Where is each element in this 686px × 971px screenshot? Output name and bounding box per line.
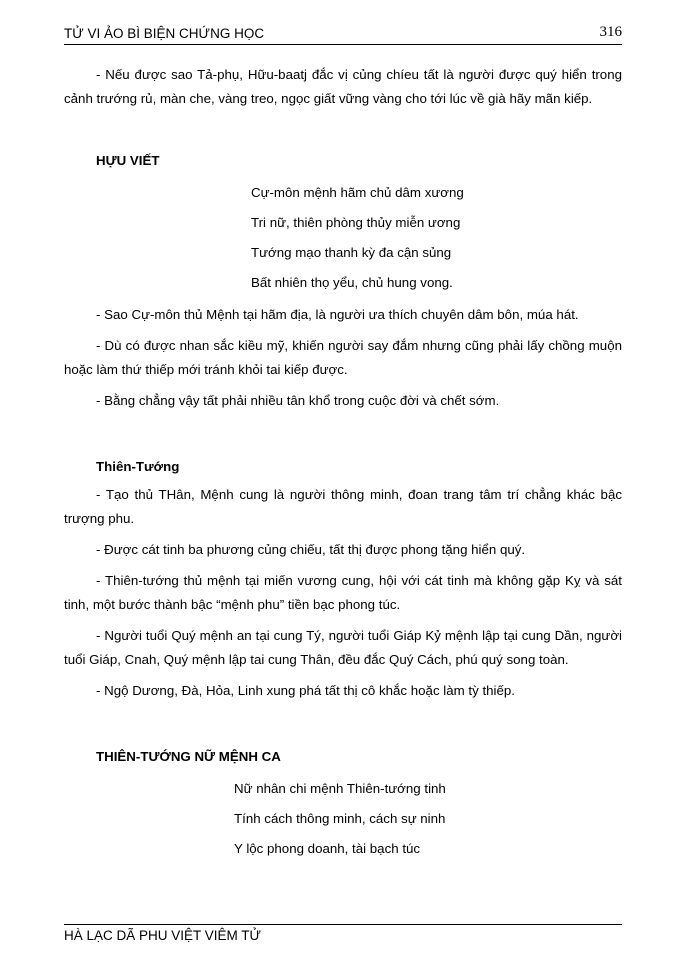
paragraph: - Bằng chẳng vậy tất phải nhiều tân khổ trong cuộc đời và chết sớm. bbox=[96, 393, 500, 408]
poem-line: Cự-môn mệnh hãm chủ dâm xương bbox=[251, 185, 464, 200]
footer-author: HÀ LẠC DÃ PHU VIỆT VIÊM TỬ bbox=[64, 928, 262, 943]
poem-line: Tướng mạo thanh kỳ đa cận sủng bbox=[251, 245, 452, 260]
page-footer bbox=[64, 924, 622, 943]
paragraph: - Thiên-tướng thủ mệnh tại miến vương cung, hội với cát tinh mà không gặp Kỵ và sát tinh, một bước thành bậc “mệnh phu” tiền bạc phong túc. bbox=[64, 573, 622, 612]
page-content bbox=[64, 63, 622, 869]
poem-line: Y lộc phong doanh, tài bạch túc bbox=[234, 841, 421, 856]
section-heading-huu-viet: HỰU VIẾT bbox=[96, 153, 160, 168]
paragraph: - Được cát tinh ba phương củng chiếu, tất thị được phong tặng hiển quý. bbox=[96, 542, 526, 557]
paragraph: - Ngộ Dương, Đà, Hỏa, Linh xung phá tất thị cô khắc hoặc làm tỳ thiếp. bbox=[96, 683, 515, 698]
poem-thien-tuong-nu-menh-ca bbox=[234, 779, 622, 859]
page-number: 316 bbox=[599, 24, 622, 40]
book-title: TỬ VI ẢO BÌ BIỆN CHỨNG HỌC bbox=[64, 26, 265, 41]
poem-line: Tri nữ, thiên phòng thủy miễn ương bbox=[251, 215, 461, 230]
paragraph: - Người tuổi Quý mệnh an tại cung Tý, người tuổi Giáp Kỷ mệnh lập tại cung Dần, người tuổi Giáp, Cnah, Quý mệnh lập tai cung Thân, đều đắc Quý Cách, phú quý song toàn. bbox=[64, 628, 622, 667]
section-heading-thien-tuong-nu-menh-ca: THIÊN-TƯỚNG NỮ MỆNH CA bbox=[96, 749, 281, 764]
intro-paragraph: - Nếu được sao Tả-phụ, Hữu-baatj đắc vị củng chíeu tất là người được quý hiển trong cảnh trướng rủ, màn che, vàng treo, ngọc giất vững vàng cho tới lúc về già hãy mãn kiếp. bbox=[64, 67, 622, 106]
poem-line: Nữ nhân chi mệnh Thiên-tướng tinh bbox=[234, 781, 446, 796]
poem-huu-viet bbox=[251, 183, 622, 293]
paragraph: - Dù có được nhan sắc kiều mỹ, khiến người say đắm nhưng cũng phải lấy chồng muộn hoặc làm thứ thiếp mới tránh khỏi tai kiếp được. bbox=[64, 338, 622, 377]
section-heading-thien-tuong: Thiên-Tướng bbox=[96, 459, 180, 474]
page-header bbox=[64, 22, 622, 45]
poem-line: Bất nhiên thọ yểu, chủ hung vong. bbox=[251, 275, 453, 290]
paragraph: - Sao Cự-môn thủ Mệnh tại hãm địa, là người ưa thích chuyên dâm bôn, múa hát. bbox=[96, 307, 579, 322]
paragraph: - Tạo thủ THân, Mệnh cung là người thông minh, đoan trang tâm trí chẳng khác bậc trượng phu. bbox=[64, 487, 622, 526]
poem-line: Tính cách thông minh, cách sự ninh bbox=[234, 811, 446, 826]
